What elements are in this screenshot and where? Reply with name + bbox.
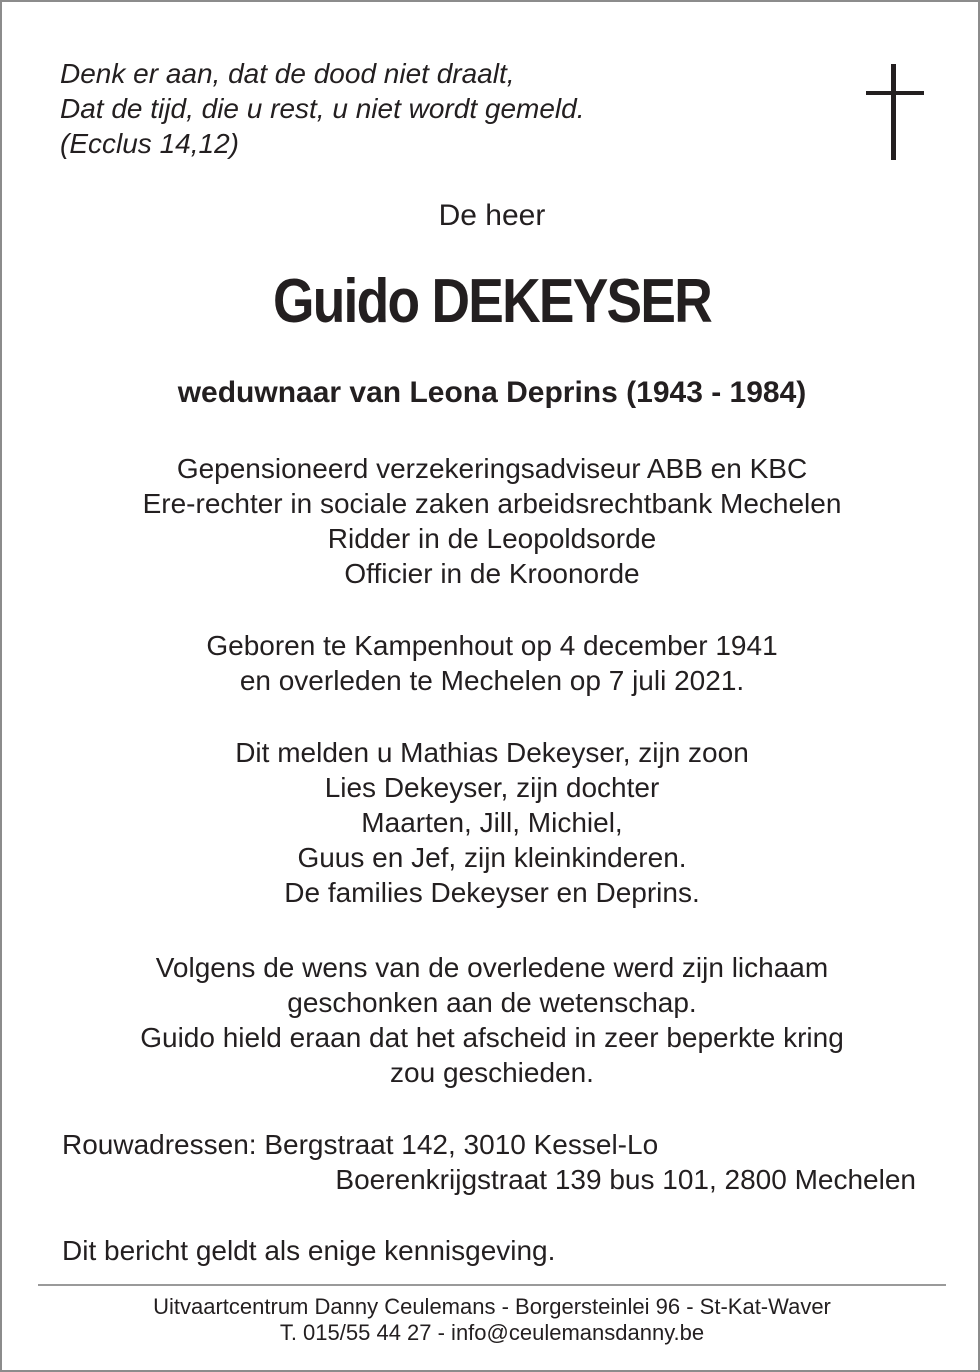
footer-contact: T. 015/55 44 27 - info@ceulemansdanny.be: [279, 1320, 705, 1345]
footer-line: Uitvaartcentrum Danny Ceulemans - Borgersteinlei 96 - St-Kat-Waver: [153, 1294, 831, 1319]
address-line-2: Boerenkrijgstraat 139 bus 101, 2800 Mechelen: [335, 1164, 916, 1195]
family-line: Maarten, Jill, Michiel,: [361, 807, 623, 838]
verse-line: Dat de tijd, die u rest, u niet wordt gemeld.: [60, 93, 585, 124]
family-block: [2, 735, 980, 910]
wish-line: Volgens de wens van de overledene werd zijn lichaam: [155, 952, 829, 983]
funeral-home-footer: [2, 1294, 980, 1346]
death-line: en overleden te Mechelen op 7 juli 2021.: [239, 665, 745, 696]
notice-text: Dit bericht geldt als enige kennisgeving.: [62, 1235, 556, 1266]
family-line: Guus en Jef, zijn kleinkinderen.: [297, 842, 687, 873]
family-line: De families Dekeyser en Deprins.: [284, 877, 700, 908]
verse-line: Denk er aan, dat de dood niet draalt,: [60, 58, 515, 89]
wish-line: geschonken aan de wetenschap.: [287, 987, 697, 1018]
footer-divider: [38, 1284, 946, 1286]
title-line: Officier in de Kroonorde: [344, 558, 640, 589]
widower-line: weduwnaar van Leona Deprins (1943 - 1984): [177, 376, 807, 409]
address-line-1: Rouwadressen: Bergstraat 142, 3010 Kessel-Lo: [62, 1129, 659, 1160]
verse-reference: (Ecclus 14,12): [60, 128, 239, 159]
wish-block: [2, 950, 980, 1090]
cross-icon: [866, 64, 924, 160]
title-line: Gepensioneerd verzekeringsadviseur ABB en KBC: [176, 453, 808, 484]
family-line: Lies Dekeyser, zijn dochter: [324, 772, 660, 803]
family-line: Dit melden u Mathias Dekeyser, zijn zoon: [235, 737, 749, 768]
titles-block: [2, 451, 980, 591]
wish-line: zou geschieden.: [390, 1057, 594, 1088]
deceased-name: Guido DEKEYSER: [272, 267, 712, 336]
birth-death-block: [2, 628, 980, 698]
birth-line: Geboren te Kampenhout op 4 december 1941: [206, 630, 778, 661]
title-line: Ridder in de Leopoldsorde: [327, 523, 657, 554]
bible-verse: [60, 56, 585, 161]
honorific: De heer: [438, 199, 546, 232]
wish-line: Guido hield eraan dat het afscheid in zeer beperkte kring: [140, 1022, 844, 1053]
title-line: Ere-rechter in sociale zaken arbeidsrechtbank Mechelen: [142, 488, 842, 519]
